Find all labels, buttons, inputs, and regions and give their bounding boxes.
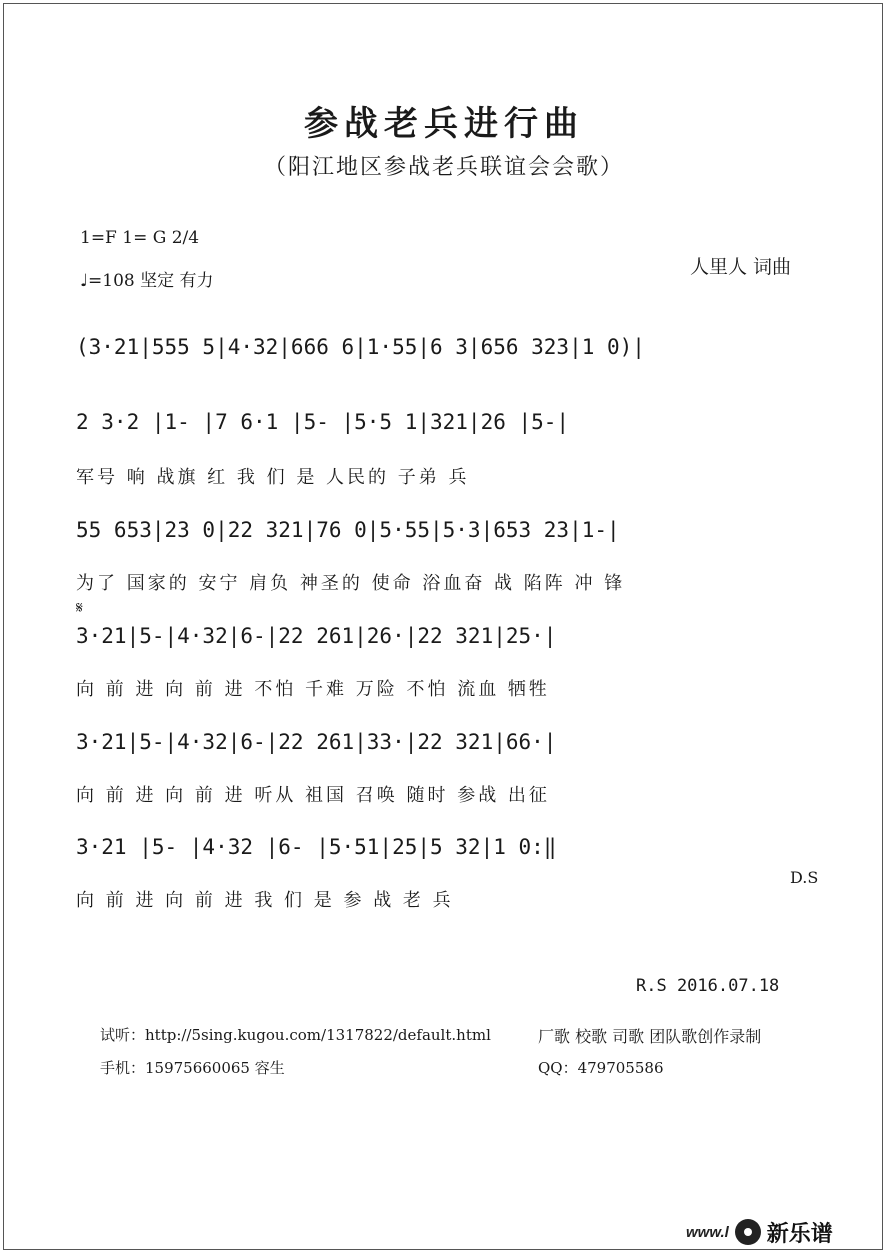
lyric-line-6: 向 前 进 向 前 进 我 们 是 参 战 老 兵 (76, 890, 454, 911)
song-title: 参战老兵进行曲 (304, 104, 584, 144)
lyric-line-4: 向 前 进 向 前 进 不怕 千难 万险 不怕 流血 牺牲 (76, 679, 550, 700)
authors: 人里人 词曲 (690, 256, 792, 278)
score-line-4: 3·21|5-|4·32|6-|22 261|26·|22 321|25·| (76, 624, 557, 648)
lyric-line-2: 军号 响 战旗 红 我 们 是 人民的 子弟 兵 (76, 467, 470, 488)
segno-sign: 𝄋 (76, 598, 83, 617)
score-line-3: 55 653|23 0|22 321|76 0|5·55|5·3|653 23|1-| (76, 518, 620, 542)
watermark (686, 1215, 876, 1249)
score-line-5: 3·21|5-|4·32|6-|22 261|33·|22 321|66·| (76, 730, 557, 754)
watermark-name: 新乐谱 (766, 1221, 833, 1247)
score-line-1: (3·21|555 5|4·32|666 6|1·55|6 3|656 323|1 0)| (76, 335, 645, 359)
song-subtitle: （阳江地区参战老兵联谊会会歌） (263, 155, 624, 180)
listen-link: 试听：http://5sing.kugou.com/1317822/default.html (100, 1026, 491, 1044)
lyric-line-5: 向 前 进 向 前 进 听从 祖国 召唤 随时 参战 出征 (76, 785, 550, 806)
services-text: 厂歌 校歌 司歌 团队歌创作录制 (538, 1027, 762, 1046)
score-line-6: 3·21 |5- |4·32 |6- |5·51|25|5 32|1 0:‖ (76, 835, 557, 859)
record-icon (735, 1219, 761, 1245)
lyric-line-3: 为了 国家的 安宁 肩负 神圣的 使命 浴血奋 战 陷阵 冲 锋 (76, 573, 626, 594)
key-signature: 1=F 1= G 2/4 (80, 228, 200, 248)
watermark-url: www.l (686, 1223, 729, 1241)
qq-contact: QQ：479705586 (538, 1059, 664, 1077)
phone-contact: 手机：15975660065 容生 (100, 1059, 285, 1077)
tempo-marking: ♩=108 坚定 有力 (80, 271, 214, 291)
score-line-2: 2 3·2 |1- |7 6·1 |5- |5·5 1|321|26 |5-| (76, 410, 570, 434)
ds-marking: D.S (790, 868, 819, 887)
composition-date: R.S 2016.07.18 (636, 976, 780, 996)
